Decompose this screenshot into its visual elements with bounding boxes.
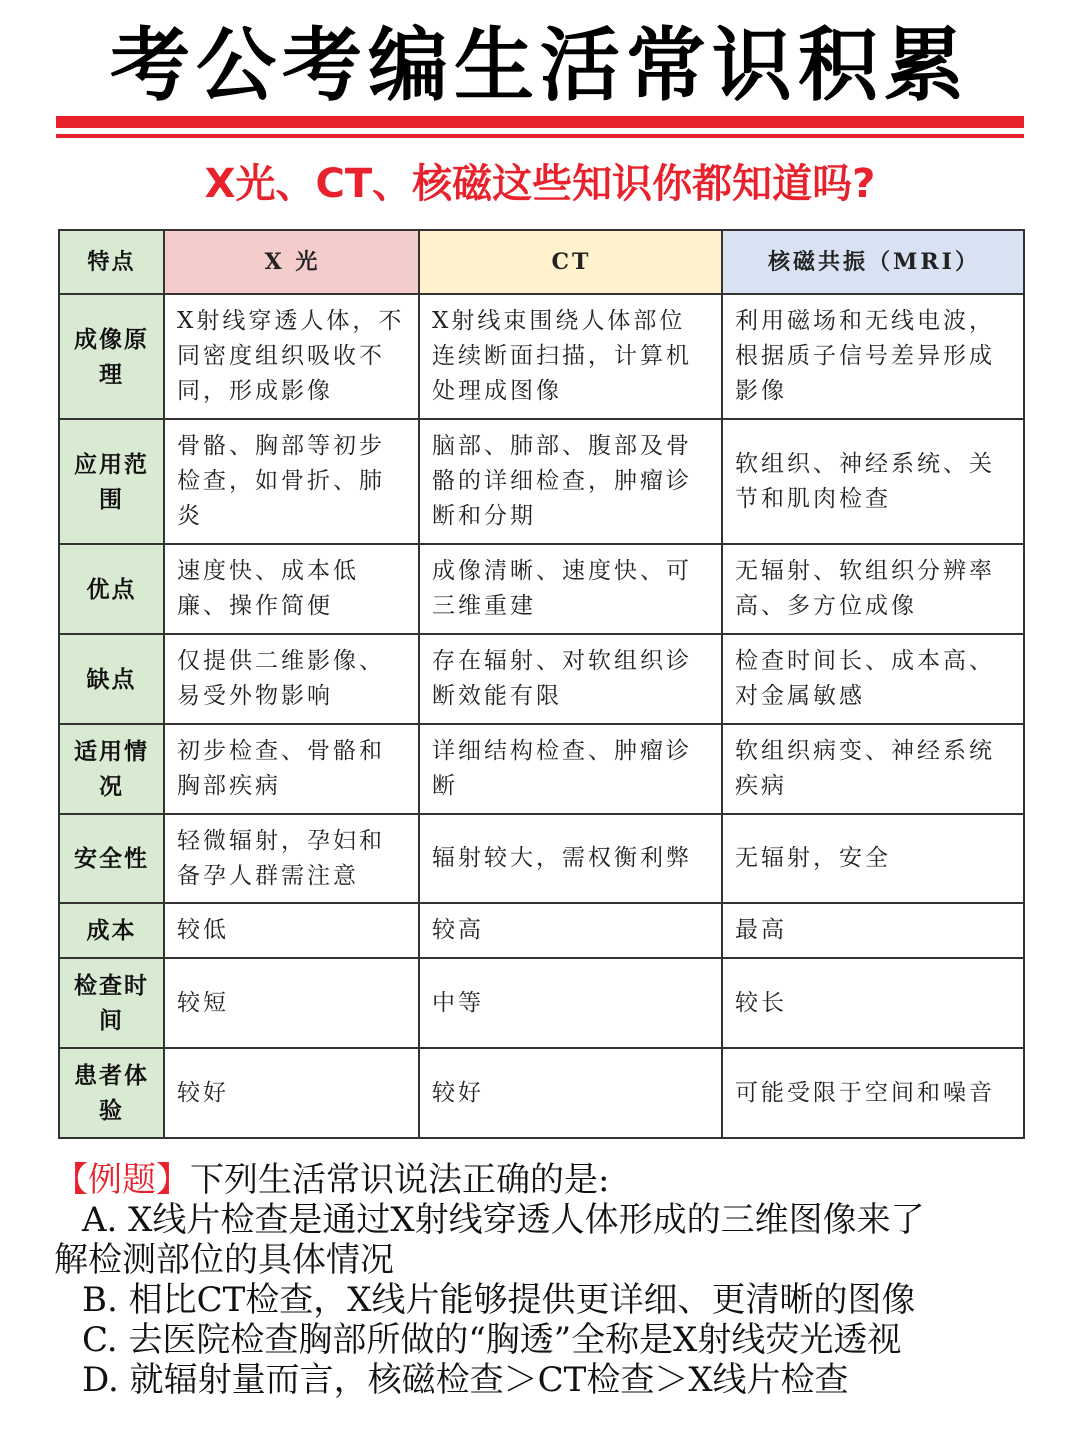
cell-xray: 仅提供二维影像、易受外物影响 — [164, 634, 419, 724]
option-c: C. 去医院检查胸部所做的“胸透”全称是X射线荧光透视 — [82, 1320, 902, 1360]
cell-mri: 利用磁场和无线电波，根据质子信号差异形成影像 — [722, 294, 1024, 419]
cell-mri: 软组织、神经系统、关节和肌肉检查 — [722, 419, 1024, 544]
header-ct: CT — [419, 230, 722, 294]
header-xray: X 光 — [164, 230, 419, 294]
cell-mri: 可能受限于空间和噪音 — [722, 1048, 1024, 1138]
cell-ct: 较好 — [419, 1048, 722, 1138]
table-row — [59, 724, 1024, 814]
cell-ct: 中等 — [419, 958, 722, 1048]
cell-ct: 辐射较大，需权衡利弊 — [419, 814, 722, 903]
table-row — [59, 419, 1024, 544]
cell-ct: 成像清晰、速度快、可三维重建 — [419, 544, 722, 634]
row-feature: 检查时间 — [59, 958, 164, 1048]
example-tag: 【例题】 — [54, 1160, 190, 1200]
page-subtitle: X光、CT、核磁这些知识你都知道吗? — [204, 161, 876, 207]
page-title: 考公考编生活常识积累 — [110, 19, 970, 112]
table-row — [59, 903, 1024, 958]
table-row — [59, 294, 1024, 419]
row-feature: 成像原理 — [59, 294, 164, 419]
cell-ct: 存在辐射、对软组织诊断效能有限 — [419, 634, 722, 724]
question-stem: 下列生活常识说法正确的是: — [190, 1160, 610, 1200]
row-feature: 成本 — [59, 903, 164, 958]
row-feature: 安全性 — [59, 814, 164, 903]
cell-xray: 较短 — [164, 958, 419, 1048]
cell-mri: 无辐射，安全 — [722, 814, 1024, 903]
comparison-table — [58, 229, 1025, 1139]
cell-xray: 较低 — [164, 903, 419, 958]
cell-mri: 无辐射、软组织分辨率高、多方位成像 — [722, 544, 1024, 634]
title-divider-thick — [56, 116, 1024, 128]
question-line — [54, 1160, 1044, 1200]
row-feature: 患者体验 — [59, 1048, 164, 1138]
table-header-row — [59, 230, 1024, 294]
option-d: D. 就辐射量而言，核磁检查＞CT检查＞X线片检查 — [82, 1360, 849, 1400]
cell-xray: 速度快、成本低廉、操作简便 — [164, 544, 419, 634]
cell-mri: 检查时间长、成本高、对金属敏感 — [722, 634, 1024, 724]
cell-mri: 最高 — [722, 903, 1024, 958]
row-feature: 缺点 — [59, 634, 164, 724]
cell-ct: 较高 — [419, 903, 722, 958]
table-row — [59, 1048, 1024, 1138]
example-question — [54, 1160, 1044, 1400]
table-row — [59, 958, 1024, 1048]
cell-ct: 详细结构检查、肿瘤诊断 — [419, 724, 722, 814]
table-row — [59, 634, 1024, 724]
cell-ct: X射线束围绕人体部位连续断面扫描，计算机处理成图像 — [419, 294, 722, 419]
option-a-continued: 解检测部位的具体情况 — [54, 1240, 394, 1280]
table-row — [59, 814, 1024, 903]
cell-xray: 骨骼、胸部等初步检查，如骨折、肺炎 — [164, 419, 419, 544]
row-feature: 优点 — [59, 544, 164, 634]
row-feature: 适用情况 — [59, 724, 164, 814]
option-a: A. X线片检查是通过X射线穿透人体形成的三维图像来了 — [82, 1200, 925, 1240]
cell-xray: 较好 — [164, 1048, 419, 1138]
title-divider-thin — [56, 134, 1024, 138]
header-feature: 特点 — [59, 230, 164, 294]
header-mri: 核磁共振（MRI） — [722, 230, 1024, 294]
cell-mri: 较长 — [722, 958, 1024, 1048]
cell-xray: 轻微辐射，孕妇和备孕人群需注意 — [164, 814, 419, 903]
cell-mri: 软组织病变、神经系统疾病 — [722, 724, 1024, 814]
cell-xray: X射线穿透人体，不同密度组织吸收不同，形成影像 — [164, 294, 419, 419]
cell-ct: 脑部、肺部、腹部及骨骼的详细检查，肿瘤诊断和分期 — [419, 419, 722, 544]
cell-xray: 初步检查、骨骼和胸部疾病 — [164, 724, 419, 814]
table-row — [59, 544, 1024, 634]
row-feature: 应用范围 — [59, 419, 164, 544]
option-b: B. 相比CT检查，X线片能够提供更详细、更清晰的图像 — [82, 1280, 916, 1320]
